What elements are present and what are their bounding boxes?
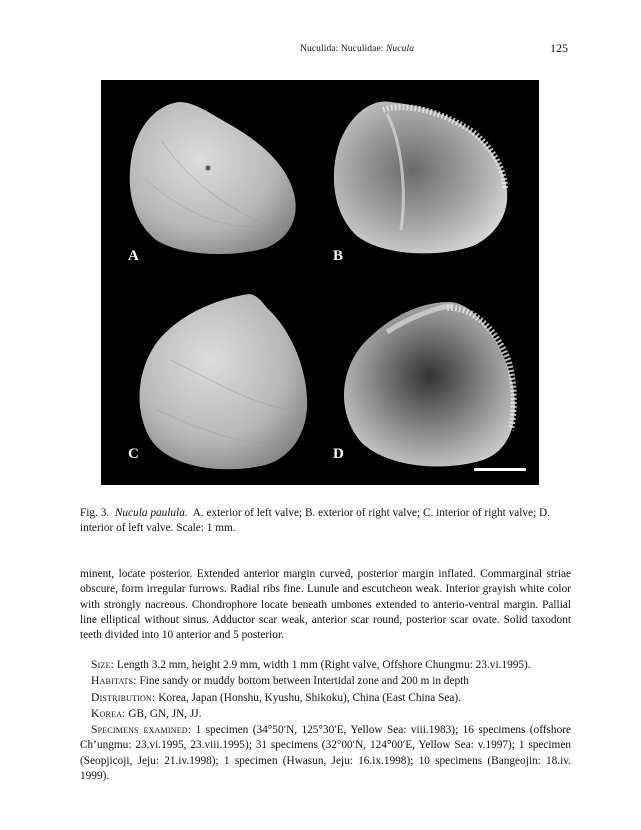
entry-heading: Specimens examined: <box>91 723 192 737</box>
shell-photographs <box>101 80 539 485</box>
figure-species: Nucula paulula. <box>114 507 188 519</box>
description-paragraph <box>80 567 571 643</box>
species-entries <box>80 657 571 784</box>
scale-bar <box>474 468 526 471</box>
figure-caption-text: A. exterior of left valve; B. exterior of right valve; C. interior of right valve; D. interior of left valve. Scale: 1 mm. <box>80 507 551 534</box>
entry-specimens-examined <box>80 722 571 784</box>
panel-label-b: B <box>333 248 344 264</box>
figure-caption <box>80 506 572 536</box>
panel-label-d: D <box>333 446 344 462</box>
page-number: 125 <box>550 41 568 55</box>
entry-korea <box>80 706 571 722</box>
description-text: minent, locate posterior. Extended anterior margin curved, posterior margin inflated. Commarginal striae obscure, form irregular furrows. Radial ribs fine. Lunule and escutcheon weak. Interior grayish white color with strongly nacreous. Chondrophore locate beneath umbones extended to anterio-ventral margin. Pallial line elliptical without sinus. Adductor scar weak, anterior scar round, posterior scar ovate. Solid taxodont teeth divided into 10 anterior and 5 posterior. <box>80 568 571 642</box>
entry-size <box>80 657 571 673</box>
entry-habitats <box>80 673 571 689</box>
entry-text: 1 specimen (34°50′N, 125°30′E, Yellow Sea: viii.1983); 16 specimens (offshore Ch’ungmu: 23.vi.1995, 23.viii.1995); 31 specimens (32°00′N, 124°00′E, Yellow Sea: v.1997); 1 specimen (Seopjicoji, Jeju: 21.iv.1998); 1 specimen (Hwasun, Jeju: 16.ix.1998); 10 specimens (Bangeojin: 18.iv. 1999). <box>80 724 571 783</box>
shell-panel-a <box>130 102 296 254</box>
entry-heading: Distribution: <box>91 690 156 704</box>
figure-number: Fig. 3. <box>80 507 110 519</box>
entry-text: Korea, Japan (Honshu, Kyushu, Shikoku), China (East China Sea). <box>155 691 462 704</box>
shell-panel-c <box>140 294 308 469</box>
running-title-genus: Nucula <box>386 44 415 54</box>
figure-plate <box>101 80 539 485</box>
entry-text: GB, GN, JN, JJ. <box>125 707 202 720</box>
panel-label-c: C <box>128 446 139 462</box>
shell-panel-b <box>334 101 507 253</box>
entry-distribution <box>80 690 571 706</box>
page-header <box>0 42 641 58</box>
entry-heading: Korea: <box>91 706 126 720</box>
shell-panel-d <box>344 302 515 466</box>
entry-heading: Size: <box>91 658 115 671</box>
entry-heading: Habitats: <box>91 674 137 688</box>
entry-text: Fine sandy or muddy bottom between Intertidal zone and 200 m in depth <box>136 675 469 688</box>
panel-label-a: A <box>128 248 139 264</box>
running-title: Nuculida: Nuculidae: Nucula <box>300 44 415 54</box>
entry-text: Length 3.2 mm, height 2.9 mm, width 1 mm (Right valve, Offshore Chungmu: 23.vi.1995). <box>114 659 531 671</box>
